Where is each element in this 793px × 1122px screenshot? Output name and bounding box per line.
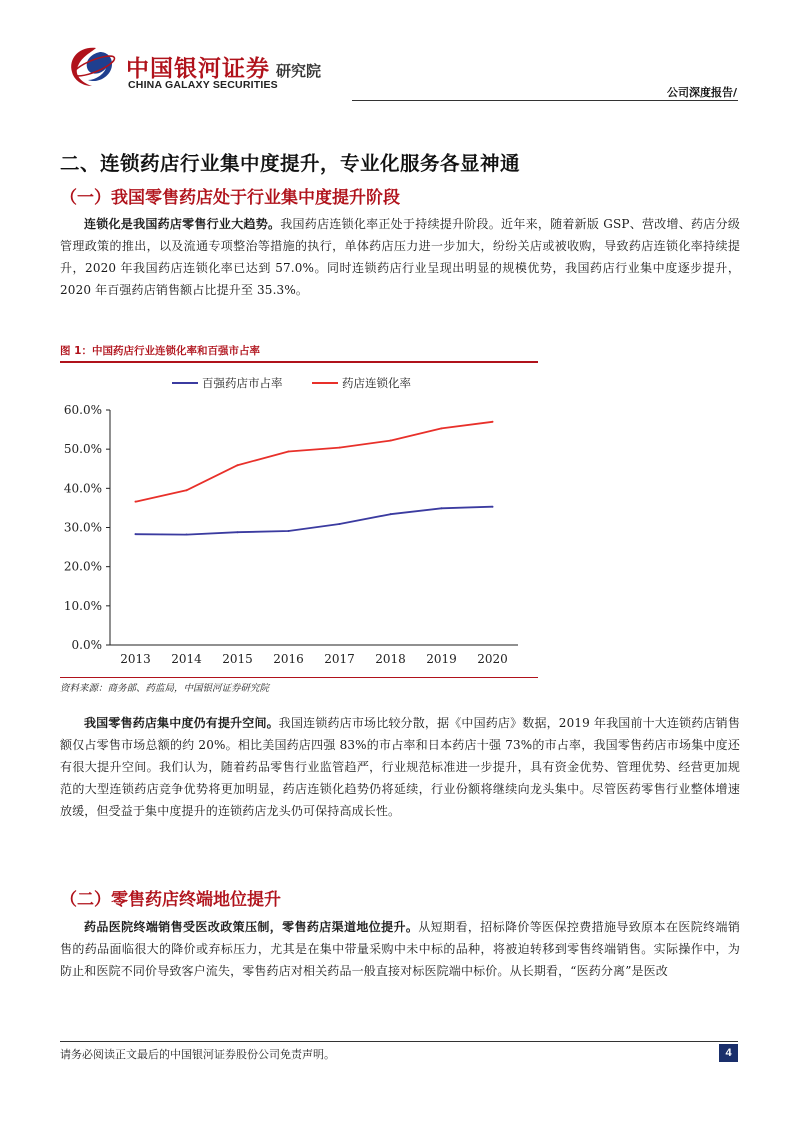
series-1-point (135, 533, 137, 535)
legend-label-2: 药店连锁化率 (342, 376, 411, 390)
paragraph-3 (60, 916, 740, 982)
series-line-2 (136, 422, 493, 502)
paragraph-1 (60, 213, 740, 301)
x-tick-label: 2013 (120, 652, 151, 666)
x-tick-label: 2018 (375, 652, 406, 666)
figure-top-divider (60, 361, 538, 363)
x-tick-label: 2020 (477, 652, 508, 666)
y-tick-label: 50.0% (63, 442, 102, 457)
y-tick-label: 30.0% (63, 520, 102, 535)
series-1-point (390, 513, 392, 515)
series-1-point (186, 534, 188, 536)
paragraph-1-body: 我国药店连锁化率正处于持续提升阶段。近年来，随着新版 GSP、营改增、药店分级管理政策的推出，以及流通专项整治等措施的执行，单体药店压力进一步加大，纷纷关店或被收购，导致药店连锁化率持续提升，2020 年我国药店连锁化率已达到 57.0%。同时连锁药店行业呈现出明显的规模优势，我国药店行业集中度逐步提升，2020 年百强药店销售额占比提升至 35.3%。 (60, 217, 740, 297)
footer-disclaimer: 请务必阅读正文最后的中国银河证券股份公司免责声明。 (60, 1048, 335, 1061)
series-1-point (237, 531, 239, 533)
figure-bottom-divider (60, 677, 538, 678)
series-1-point (339, 523, 341, 525)
legend-label-1: 百强药店市占率 (202, 376, 283, 390)
y-tick-label: 0.0% (71, 638, 102, 652)
galaxy-logo-icon (66, 44, 118, 88)
series-1-point (441, 507, 443, 509)
subsection-1-title: （一）我国零售药店处于行业集中度提升阶段 (60, 188, 400, 208)
x-tick-label: 2019 (426, 652, 457, 666)
series-2-point (390, 440, 392, 442)
x-tick-label: 2016 (273, 652, 304, 666)
x-tick-label: 2017 (324, 652, 355, 666)
line-chart (60, 364, 538, 676)
x-tick-label: 2014 (171, 652, 202, 666)
x-tick-label: 2015 (222, 652, 253, 666)
series-1-point (492, 506, 494, 508)
paragraph-2-body: 我国连锁药店市场比较分散，据《中国药店》数据，2019 年我国前十大连锁药店销售额仅占零售市场总额的约 20%。相比美国药店四强 83%的市占率和日本药店十强 73%的市占率，我国零售药店市场集中度还有很大提升空间。我们认为，随着药品零售行业监管趋严，行业规范标准进一步提升，具有资金优势、管理优势、经营更加规范的大型连锁药店竞争优势将更加明显，药店连锁化趋势仍将延续，行业份额将继续向龙头集中。尽管医药零售行业整体增速放缓，但受益于集中度提升的连锁药店龙头仍可保持高成长性。 (60, 716, 741, 818)
series-1-point (288, 530, 290, 532)
paragraph-3-lead: 药品医院终端销售受医改政策压制，零售药店渠道地位提升。 (84, 920, 419, 934)
paragraph-3-body: 从短期看，招标降价等医保控费措施导致原本在医院终端销售的药品面临很大的降价或弃标压力，尤其是在集中带量采购中未中标的品种，将被迫转移到零售终端销售。实际操作中，为防止和医院不同价导致客户流失，零售药店对相关药品一般直接对标医院端中标价。从长期看，“医药分离”是医改 (60, 920, 740, 978)
series-2-point (441, 427, 443, 429)
brand-name-cn: 中国银河证券 (126, 56, 270, 82)
y-tick-label: 40.0% (63, 481, 102, 496)
series-2-point (237, 464, 239, 466)
footer-divider (60, 1041, 738, 1042)
series-2-point (339, 447, 341, 449)
series-line-1 (136, 507, 493, 535)
report-type-label: 公司深度报告/ (666, 86, 737, 99)
institute-name: 研究院 (276, 62, 322, 80)
brand-name-en: CHINA GALAXY SECURITIES (128, 79, 278, 91)
y-tick-label: 60.0% (63, 403, 102, 417)
paragraph-2-lead: 我国零售药店集中度仍有提升空间。 (84, 716, 279, 730)
paragraph-2 (60, 712, 740, 822)
subsection-2-title: （二）零售药店终端地位提升 (60, 890, 281, 910)
page-number: 4 (719, 1044, 738, 1062)
series-2-point (135, 501, 137, 503)
series-2-point (492, 421, 494, 423)
y-tick-label: 10.0% (63, 598, 102, 613)
section-title: 二、连锁药店行业集中度提升，专业化服务各显神通 (60, 152, 521, 175)
figure-source: 资料来源：商务部、药监局，中国银河证券研究院 (60, 683, 270, 694)
paragraph-1-lead: 连锁化是我国药店零售行业大趋势。 (84, 217, 281, 231)
figure-title: 图 1：中国药店行业连锁化率和百强市占率 (60, 345, 260, 357)
series-2-point (186, 489, 188, 491)
series-2-point (288, 451, 290, 453)
header-divider (352, 100, 738, 101)
y-tick-label: 20.0% (63, 559, 102, 574)
